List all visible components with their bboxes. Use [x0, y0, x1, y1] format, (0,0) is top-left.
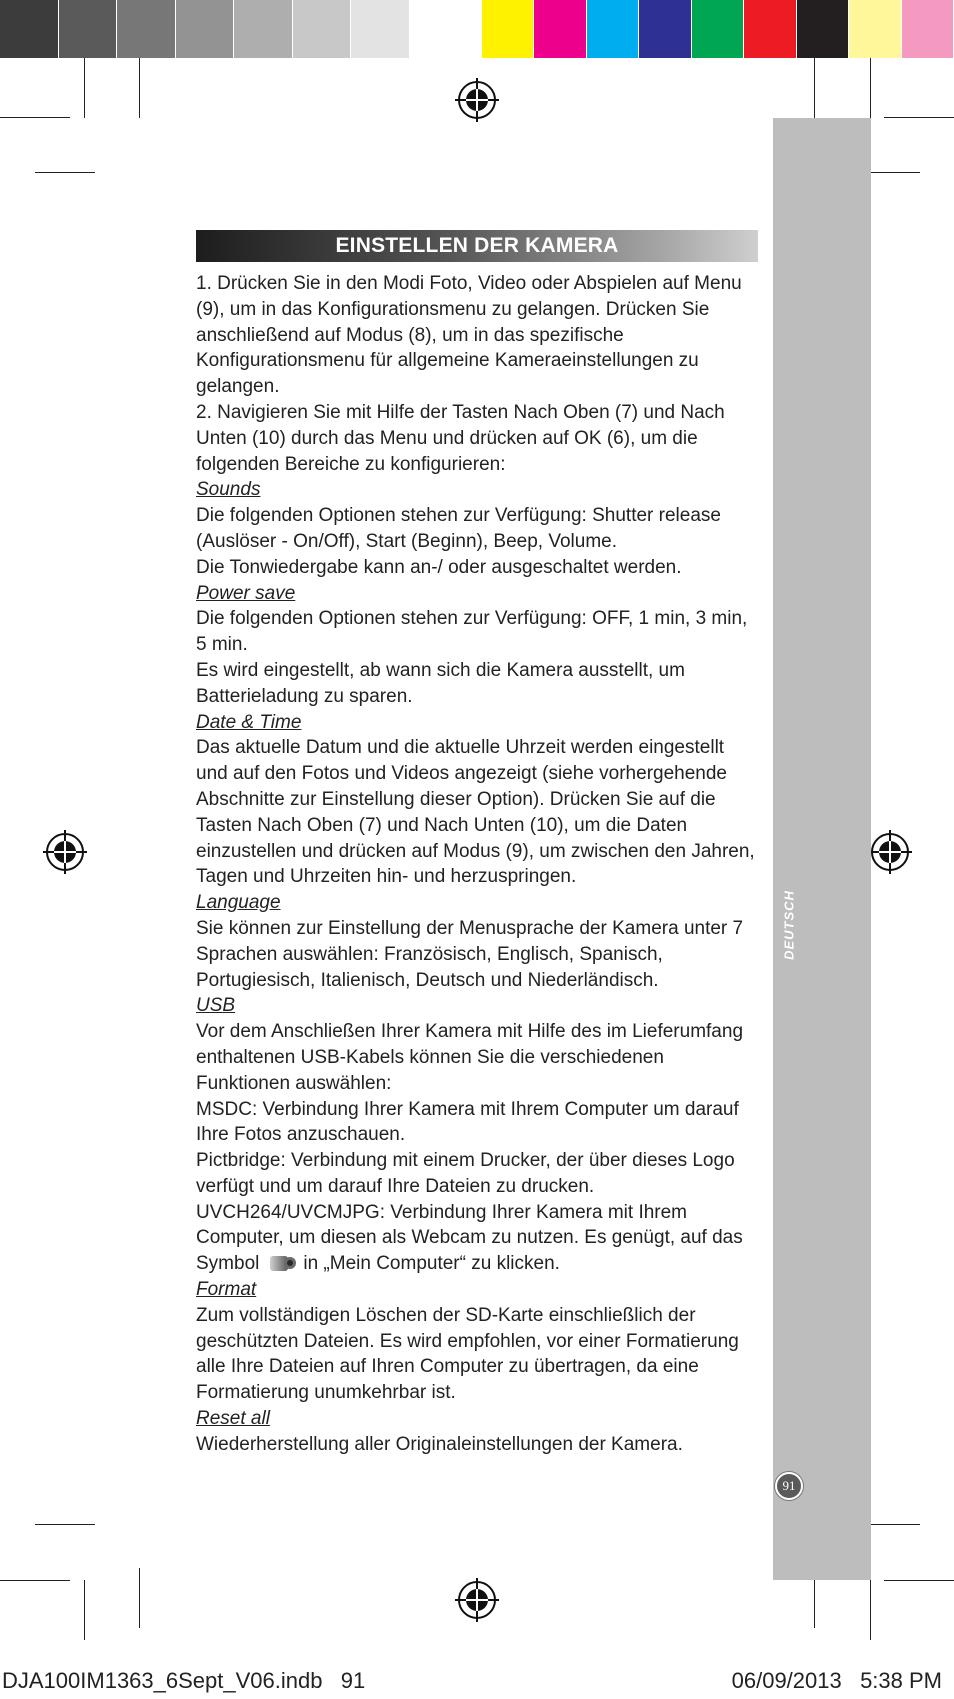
body-paragraph: Zum vollständigen Löschen der SD-Karte einschließlich der geschützten Dateien. Es wird empfohlen, vor einer Formatierung alle Ihre Dateien auf Ihren Computer zu übertragen, da eine Formatierung unumkehrbar ist. — [196, 1304, 739, 1404]
body-paragraph: Die folgenden Optionen stehen zur Verfügung: OFF, 1 min, 3 min, 5 min. — [196, 608, 748, 656]
body-paragraph: Die folgenden Optionen stehen zur Verfügung: Shutter release (Auslöser - On/Off), Start (Beginn), Beep, Volume. — [196, 505, 721, 552]
registration-mark-icon — [868, 830, 912, 874]
section-header — [196, 230, 758, 262]
subsection-heading: Language — [196, 892, 281, 914]
crop-mark — [139, 58, 140, 118]
registration-mark-icon — [455, 1578, 499, 1622]
process-color-bar — [482, 0, 954, 58]
language-side-tab — [773, 118, 871, 1580]
color-swatch — [692, 0, 744, 58]
body-paragraph: 1. Drücken Sie in den Modi Foto, Video oder Abspielen auf Menu (9), um in das Konfigurationsmenu zu gelangen. Drücken Sie anschließend auf Modus (8), um in das spezifische Konfigurationsmenu für allgemeine Kameraeinstellungen zu gelangen. — [196, 273, 742, 398]
paragraph-text: in „Mein Computer“ zu klicken. — [303, 1253, 560, 1275]
color-swatch — [59, 0, 118, 58]
crop-mark — [0, 1580, 70, 1581]
manual-body-text — [196, 271, 760, 1458]
subsection-heading: Date & Time — [196, 711, 302, 733]
color-swatch — [410, 0, 469, 58]
color-swatch — [849, 0, 901, 58]
body-paragraph: Wiederherstellung aller Originaleinstellungen der Kamera. — [196, 1433, 683, 1455]
crop-mark — [870, 58, 871, 118]
color-swatch — [482, 0, 534, 58]
crop-mark — [884, 1580, 954, 1581]
body-paragraph: Sie können zur Einstellung der Menusprache der Kamera unter 7 Sprachen auswählen: Französisch, Englisch, Spanisch, Portugiesisch, Italienisch, Deutsch und Niederländisch. — [196, 917, 744, 991]
color-swatch — [744, 0, 796, 58]
subsection-heading: Reset all — [196, 1408, 270, 1430]
crop-mark — [84, 58, 85, 118]
crop-mark — [139, 1568, 140, 1628]
section-title: EINSTELLEN DER KAMERA — [335, 234, 619, 257]
body-paragraph — [196, 1200, 760, 1277]
crop-mark — [0, 117, 70, 118]
body-paragraph: Pictbridge: Verbindung mit einem Drucker, der über dieses Logo verfügt und um darauf Ihre Dateien zu drucken. — [196, 1150, 735, 1197]
body-paragraph: Vor dem Anschließen Ihrer Kamera mit Hilfe des im Lieferumfang enthaltenen USB-Kabels können Sie die verschiedenen Funktionen auswählen: — [196, 1021, 744, 1094]
registration-mark-icon — [43, 830, 87, 874]
webcam-icon — [267, 1253, 297, 1273]
body-paragraph: Das aktuelle Datum und die aktuelle Uhrzeit werden eingestellt und auf den Fotos und Videos angezeigt (siehe vorhergehende Abschnitte zur Einstellung dieser Option). Drücken Sie auf die Tasten Nach Oben (7) und Nach Unten (10), um die Daten einzustellen und drücken auf Modus (9), um zwischen den Jahren, Tagen und Uhrzeiten hin- und herzuspringen. — [196, 737, 755, 888]
crop-mark — [35, 172, 95, 173]
registration-mark-icon — [455, 78, 499, 122]
subsection-heading: USB — [196, 995, 236, 1017]
page-number-badge: 91 — [775, 1472, 803, 1500]
body-paragraph: Die Tonwiedergabe kann an-/ oder ausgeschaltet werden. — [196, 556, 682, 578]
language-tab-label: DEUTSCH — [781, 890, 797, 960]
crop-mark — [814, 58, 815, 118]
crop-mark — [84, 1580, 85, 1640]
body-paragraph: Es wird eingestellt, ab wann sich die Kamera ausstellt, um Batterieladung zu sparen. — [196, 659, 685, 707]
crop-mark — [35, 1524, 95, 1525]
crop-mark — [870, 1580, 871, 1640]
color-swatch — [117, 0, 176, 58]
color-swatch — [351, 0, 410, 58]
subsection-heading: Power save — [196, 582, 296, 604]
body-paragraph: 2. Navigieren Sie mit Hilfe der Tasten Nach Oben (7) und Nach Unten (10) durch das Menu und drücken auf OK (6), um die folgenden Bereiche zu konfigurieren: — [196, 401, 725, 475]
subsection-heading: Sounds — [196, 479, 261, 501]
body-paragraph: MSDC: Verbindung Ihrer Kamera mit Ihrem Computer um darauf Ihre Fotos anzuschauen. — [196, 1098, 739, 1146]
crop-mark — [884, 117, 954, 118]
subsection-heading: Format — [196, 1279, 257, 1301]
color-swatch — [534, 0, 586, 58]
footer-file-name: DJA100IM1363_6Sept_V06.indb 91 — [2, 1668, 366, 1693]
color-swatch — [639, 0, 691, 58]
color-swatch — [587, 0, 639, 58]
color-swatch — [234, 0, 293, 58]
footer-timestamp: 06/09/2013 5:38 PM — [731, 1668, 942, 1693]
color-swatch — [797, 0, 849, 58]
grayscale-color-bar — [0, 0, 468, 58]
color-swatch — [0, 0, 59, 58]
paragraph-text: UVCH264/UVCMJPG: Verbindung Ihrer Kamera mit Ihrem Computer, um diesen als Webcam zu nutzen. Es genügt, auf das Symbol — [196, 1201, 743, 1275]
color-swatch — [902, 0, 954, 58]
color-swatch — [176, 0, 235, 58]
color-swatch — [293, 0, 352, 58]
